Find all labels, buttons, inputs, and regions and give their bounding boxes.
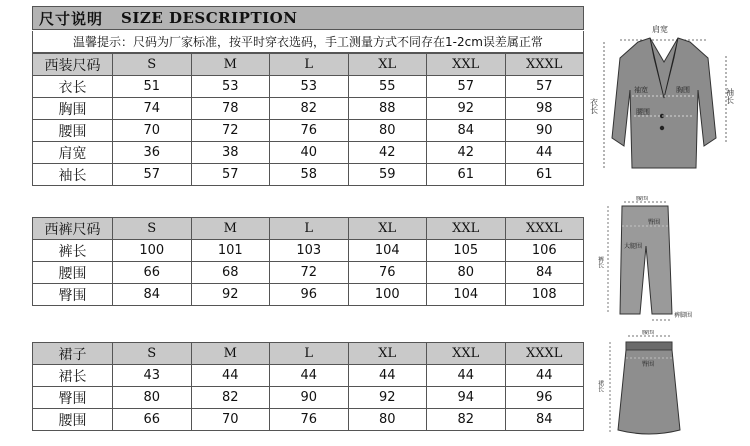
table-cell: 101 — [191, 240, 270, 262]
table-cell: 90 — [505, 120, 584, 142]
table-cell: 42 — [427, 142, 506, 164]
table-cell: 84 — [113, 284, 192, 306]
row-label: 胸围 — [33, 98, 113, 120]
row-label: 腰围 — [33, 262, 113, 284]
table-cell: 43 — [113, 365, 192, 387]
table-cell: 84 — [427, 120, 506, 142]
table-cell: 57 — [427, 76, 506, 98]
table-row — [33, 409, 584, 431]
size-col-m: M — [191, 54, 270, 76]
pants-shape — [620, 206, 672, 314]
table-header-row — [33, 218, 584, 240]
row-label: 裤长 — [33, 240, 113, 262]
title-bar — [32, 6, 584, 30]
size-notice: 温馨提示：尺码为厂家标准，按平时穿衣选码，手工测量方式不同存在1-2cm误差属正常 — [32, 31, 584, 53]
table-cell: 57 — [191, 164, 270, 186]
size-col-m: M — [191, 218, 270, 240]
skirt-length-label: 裙长 — [596, 380, 604, 392]
table-cell: 61 — [505, 164, 584, 186]
table-cell: 104 — [348, 240, 427, 262]
table-cell: 92 — [348, 387, 427, 409]
table-cell: 80 — [348, 409, 427, 431]
table-cell: 36 — [113, 142, 192, 164]
table-cell: 76 — [270, 120, 349, 142]
table-row — [33, 387, 584, 409]
row-label: 裙长 — [33, 365, 113, 387]
table-row — [33, 76, 584, 98]
skirt-waist-label: 腰围 — [642, 330, 655, 336]
table-cell: 82 — [191, 387, 270, 409]
table-cell: 44 — [348, 365, 427, 387]
table-header-row — [33, 343, 584, 365]
table-cell: 84 — [505, 262, 584, 284]
table-cell: 92 — [427, 98, 506, 120]
table-row — [33, 142, 584, 164]
row-label: 腰围 — [33, 409, 113, 431]
table-cell: 92 — [191, 284, 270, 306]
size-col-s: S — [113, 343, 192, 365]
size-col-xl: XL — [348, 218, 427, 240]
table-cell: 100 — [113, 240, 192, 262]
table-row — [33, 262, 584, 284]
size-col-s: S — [113, 54, 192, 76]
jacket-diagram — [590, 18, 740, 188]
table-cell: 98 — [505, 98, 584, 120]
pants-hem-label: 裤脚围 — [674, 312, 693, 319]
size-col-s: S — [113, 218, 192, 240]
jacket-waist-label: 腰围 — [636, 108, 650, 116]
table-cell: 82 — [427, 409, 506, 431]
table-cell: 82 — [270, 98, 349, 120]
row-label: 臀围 — [33, 284, 113, 306]
table-row — [33, 164, 584, 186]
size-col-xxxl: XXXL — [505, 343, 584, 365]
skirt-diagram — [596, 330, 706, 442]
row-label: 衣长 — [33, 76, 113, 98]
table-cell: 80 — [348, 120, 427, 142]
table-cell: 105 — [427, 240, 506, 262]
jacket-chest-label: 胸围 — [676, 86, 690, 94]
table-cell: 59 — [348, 164, 427, 186]
table-cell: 76 — [348, 262, 427, 284]
skirt-header-label: 裙子 — [33, 343, 113, 365]
jacket-shape — [612, 38, 716, 168]
size-col-l: L — [270, 218, 349, 240]
table-cell: 70 — [113, 120, 192, 142]
table-cell: 38 — [191, 142, 270, 164]
table-cell: 44 — [427, 365, 506, 387]
table-cell: 53 — [270, 76, 349, 98]
table-cell: 106 — [505, 240, 584, 262]
pants-length-label: 裤长 — [596, 256, 604, 268]
size-col-xxxl: XXXL — [505, 218, 584, 240]
pants-diagram — [596, 196, 706, 326]
table-row — [33, 120, 584, 142]
table-cell: 55 — [348, 76, 427, 98]
table-cell: 96 — [270, 284, 349, 306]
pants-hip-label: 臀围 — [648, 219, 661, 226]
row-label: 肩宽 — [33, 142, 113, 164]
skirt-hip-label: 臀围 — [642, 361, 655, 368]
jacket-shoulder-label: 肩宽 — [652, 25, 668, 34]
table-cell: 42 — [348, 142, 427, 164]
title-cn: 尺寸说明 — [39, 9, 104, 28]
size-col-xxl: XXL — [427, 343, 506, 365]
table-header-row — [33, 54, 584, 76]
size-col-xxxl: XXXL — [505, 54, 584, 76]
table-cell: 57 — [113, 164, 192, 186]
table-cell: 40 — [270, 142, 349, 164]
table-cell: 103 — [270, 240, 349, 262]
row-label: 腰围 — [33, 120, 113, 142]
table-cell: 90 — [270, 387, 349, 409]
title-en: SIZE DESCRIPTION — [121, 9, 298, 27]
table-row — [33, 240, 584, 262]
table-cell: 108 — [505, 284, 584, 306]
size-col-xxl: XXL — [427, 218, 506, 240]
row-label: 臀围 — [33, 387, 113, 409]
suit-header-label: 西装尺码 — [33, 54, 113, 76]
pants-header-label: 西裤尺码 — [33, 218, 113, 240]
table-cell: 44 — [505, 142, 584, 164]
table-cell: 76 — [270, 409, 349, 431]
table-cell: 44 — [505, 365, 584, 387]
skirt-shape — [618, 342, 680, 434]
table-cell: 78 — [191, 98, 270, 120]
table-cell: 100 — [348, 284, 427, 306]
table-cell: 80 — [427, 262, 506, 284]
table-cell: 84 — [505, 409, 584, 431]
table-cell: 61 — [427, 164, 506, 186]
size-col-xxl: XXL — [427, 54, 506, 76]
table-cell: 57 — [505, 76, 584, 98]
table-cell: 66 — [113, 409, 192, 431]
table-cell: 88 — [348, 98, 427, 120]
table-cell: 68 — [191, 262, 270, 284]
table-cell: 44 — [191, 365, 270, 387]
table-cell: 53 — [191, 76, 270, 98]
table-cell: 70 — [191, 409, 270, 431]
row-label: 袖长 — [33, 164, 113, 186]
table-cell: 51 — [113, 76, 192, 98]
size-col-m: M — [191, 343, 270, 365]
size-col-xl: XL — [348, 54, 427, 76]
table-cell: 44 — [270, 365, 349, 387]
jacket-sleeve-label: 袖长 — [725, 88, 735, 104]
size-col-xl: XL — [348, 343, 427, 365]
table-cell: 104 — [427, 284, 506, 306]
table-cell: 96 — [505, 387, 584, 409]
table-cell: 72 — [270, 262, 349, 284]
pants-size-table — [32, 217, 584, 306]
table-cell: 58 — [270, 164, 349, 186]
pants-waist-label: 腰围 — [636, 196, 649, 202]
pants-thigh-label: 大腿围 — [624, 243, 643, 250]
size-col-l: L — [270, 54, 349, 76]
suit-size-table — [32, 53, 584, 186]
table-row — [33, 98, 584, 120]
table-row — [33, 284, 584, 306]
jacket-sleeve-width-label: 袖宽 — [634, 86, 648, 94]
table-cell: 94 — [427, 387, 506, 409]
table-cell: 80 — [113, 387, 192, 409]
table-row — [33, 365, 584, 387]
jacket-length-label: 衣长 — [590, 98, 599, 114]
table-cell: 66 — [113, 262, 192, 284]
size-col-l: L — [270, 343, 349, 365]
table-cell: 72 — [191, 120, 270, 142]
table-cell: 74 — [113, 98, 192, 120]
skirt-size-table — [32, 342, 584, 431]
